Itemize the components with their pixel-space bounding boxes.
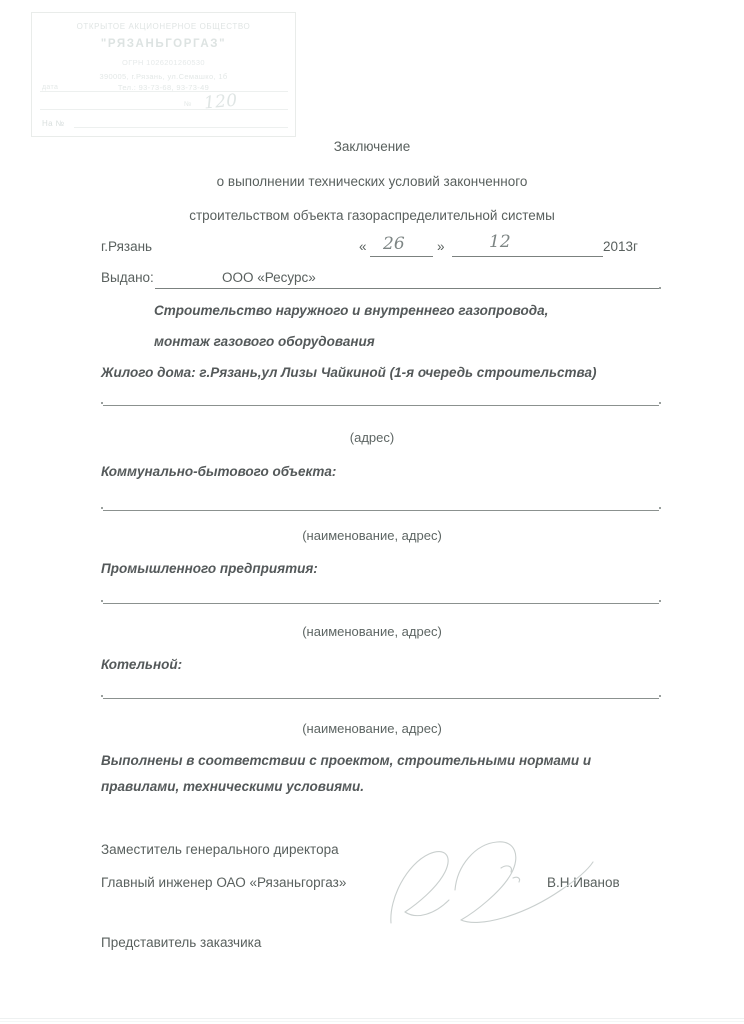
rule-4-startdot: [101, 695, 103, 697]
issued-underline: [155, 288, 659, 289]
month-value[interactable]: 12: [489, 232, 511, 252]
letterhead-rule-1: [40, 91, 288, 92]
document-subtitle-2: строительством объекта газораспределительной системы: [189, 208, 555, 223]
letterhead-org-name: "РЯЗАНЬГОРГАЗ": [100, 37, 227, 50]
document-subtitle-1: о выполнении технических условий законченного: [216, 174, 528, 189]
letterhead-reply-label: На №: [42, 119, 65, 128]
document-title: Заключение: [333, 139, 411, 154]
works-line-1: Строительство наружного и внутреннего газопровода,: [154, 303, 549, 318]
letterhead-address: 390005, г.Рязань, ул.Семашко, 1б: [99, 72, 228, 82]
day-underline: [370, 256, 433, 257]
caption-name-address-1: (наименование, адрес): [302, 528, 442, 543]
letterhead-rule-2: [40, 109, 288, 110]
letterhead-number-label: №: [184, 101, 192, 108]
letterhead-org-type: ОТКРЫТОЕ АКЦИОНЕРНОЕ ОБЩЕСТВО: [76, 22, 251, 31]
rule-1-startdot: [101, 402, 103, 404]
fill-rule-4[interactable]: [103, 698, 659, 699]
scan-edge-line: [0, 1018, 744, 1019]
fill-rule-2[interactable]: [103, 510, 659, 511]
rule-2-enddot: [659, 507, 661, 509]
fill-rule-3[interactable]: [103, 603, 659, 604]
issued-label: Выдано:: [101, 270, 154, 285]
issued-underline-enddot: [659, 287, 661, 289]
day-value[interactable]: 26: [383, 234, 405, 254]
rule-3-enddot: [659, 600, 661, 602]
section-label-boiler: Котельной:: [101, 657, 183, 672]
signer-position-line-1: Заместитель генерального директора: [101, 842, 339, 857]
section-label-utility: Коммунально-бытового объекта:: [101, 464, 337, 479]
month-underline: [452, 256, 603, 257]
works-line-3: Жилого дома: г.Рязань,ул Лизы Чайкиной (1-я очередь строительства): [101, 365, 597, 380]
customer-representative-label: Представитель заказчика: [101, 935, 262, 950]
conclusion-line-2: правилами, техническими условиями.: [101, 779, 365, 794]
caption-name-address-2: (наименование, адрес): [302, 624, 442, 639]
letterhead-org-sub: ОГРН 1026201260530: [122, 58, 205, 68]
rule-3-startdot: [101, 600, 103, 602]
signer-name: В.Н.Иванов: [547, 875, 620, 890]
letterhead-phone: Тел.: 93-73-68, 93-73-49: [117, 82, 210, 92]
fill-rule-1[interactable]: [103, 405, 659, 406]
scan-edge-line-secondary: [0, 1021, 744, 1022]
letterhead-stamp: [31, 12, 296, 137]
issued-value[interactable]: ООО «Ресурс»: [222, 270, 316, 285]
quote-open: «: [359, 239, 367, 254]
rule-4-enddot: [659, 695, 661, 697]
city-label: г.Рязань: [101, 239, 153, 254]
letterhead-rule-3: [74, 127, 288, 128]
caption-address: (адрес): [349, 430, 395, 445]
caption-name-address-3: (наименование, адрес): [302, 721, 442, 736]
year-value: 2013г: [603, 239, 638, 254]
rule-2-startdot: [101, 507, 103, 509]
letterhead-date-label: дата: [42, 84, 59, 91]
conclusion-line-1: Выполнены в соответствии с проектом, строительными нормами и: [101, 753, 592, 768]
works-line-2: монтаж газового оборудования: [154, 334, 375, 349]
letterhead-number-value: 120: [203, 90, 239, 114]
signer-position-line-2: Главный инженер ОАО «Рязаньгоргаз»: [101, 875, 347, 890]
section-label-industrial: Промышленного предприятия:: [101, 561, 318, 576]
quote-close: »: [437, 239, 445, 254]
rule-1-enddot: [659, 402, 661, 404]
